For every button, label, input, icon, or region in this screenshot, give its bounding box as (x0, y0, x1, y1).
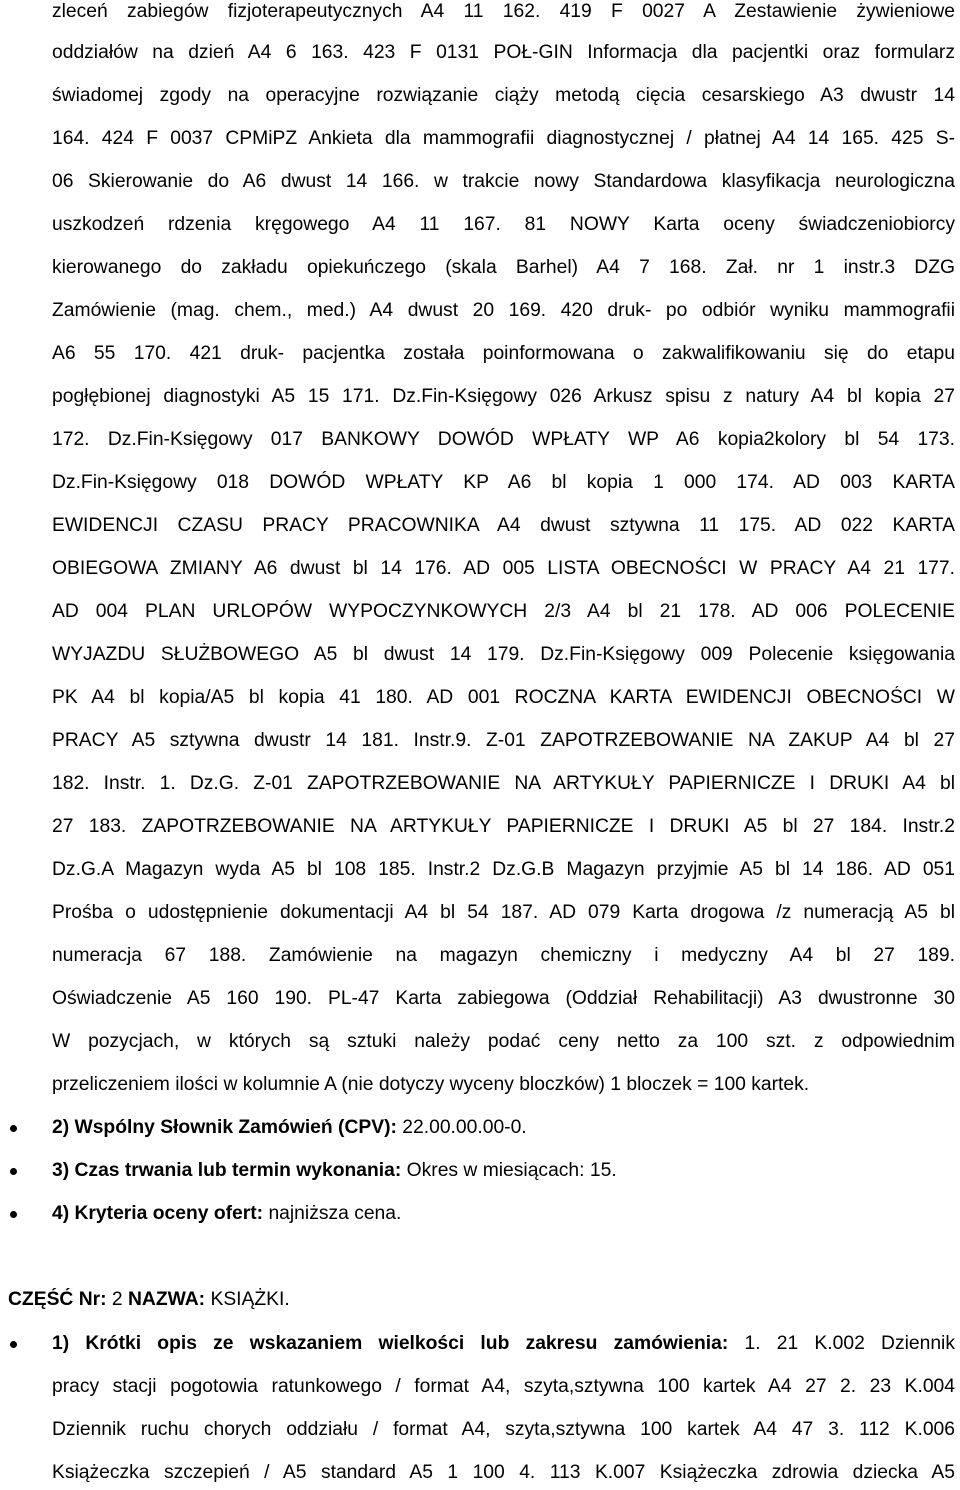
text-line: Dz.Fin-Księgowy 018 DOWÓD WPŁATY KP A6 bl kopia 1 000 174. AD 003 KARTA (52, 472, 955, 493)
part-number: 2 (106, 1289, 128, 1310)
text-line: pracy stacji pogotowia ratunkowego / format A4, szyta,sztywna 100 kartek A4 27 2. 23 K.004 (52, 1376, 955, 1397)
text-line: A6 55 170. 421 druk- pacjentka została poinformowana o zakwalifikowaniu się do etapu (52, 343, 955, 364)
bullet-value: Okres w miesiącach: 15. (401, 1160, 617, 1181)
part-label: CZĘŚĆ Nr: (8, 1289, 107, 1310)
text-line: 164. 424 F 0037 CPMiPZ Ankieta dla mammografii diagnostycznej / płatnej A4 14 165. 425 S- (52, 128, 955, 149)
text-line: świadomej zgody na operacyjne rozwiązanie ciąży metodą cięcia cesarskiego A3 dwustr 14 (52, 85, 955, 106)
text-line: OBIEGOWA ZMIANY A6 dwust bl 14 176. AD 005 LISTA OBECNOŚCI W PRACY A4 21 177. (52, 558, 955, 579)
name-value: KSIĄŻKI. (205, 1289, 290, 1310)
text-line: numeracja 67 188. Zamówienie na magazyn chemiczny i medyczny A4 bl 27 189. (52, 945, 955, 966)
text-line: 182. Instr. 1. Dz.G. Z-01 ZAPOTRZEBOWANIE NA ARTYKUŁY PAPIERNICZE I DRUKI A4 bl (52, 773, 955, 794)
bullet-icon (10, 1125, 17, 1132)
text-line: PRACY A5 sztywna dwustr 14 181. Instr.9. Z-01 ZAPOTRZEBOWANIE NA ZAKUP A4 bl 27 (52, 730, 955, 751)
part-description-first-line (52, 1332, 955, 1356)
text-line: PK A4 bl kopia/A5 bl kopia 41 180. AD 001 ROCZNA KARTA EWIDENCJI OBECNOŚCI W (52, 687, 955, 708)
text-line: Dz.G.A Magazyn wyda A5 bl 108 185. Instr.2 Dz.G.B Magazyn przyjmie A5 bl 14 186. AD 051 (52, 859, 955, 880)
text-line: W pozycjach, w których są sztuki należy podać ceny netto za 100 szt. z odpowiednim (52, 1031, 955, 1052)
bullet-icon (10, 1211, 17, 1218)
bullet-label: 3) Czas trwania lub termin wykonania: (52, 1160, 402, 1181)
name-label: NAZWA: (128, 1289, 206, 1310)
bullet-value: najniższa cena. (263, 1203, 402, 1224)
text-line: 172. Dz.Fin-Księgowy 017 BANKOWY DOWÓD WPŁATY WP A6 kopia2kolory bl 54 173. (52, 429, 955, 450)
text-line: Książeczka szczepień / A5 standard A5 1 100 4. 113 K.007 Książeczka zdrowia dziecka A5 (52, 1462, 955, 1483)
text-line: WYJAZDU SŁUŻBOWEGO A5 bl dwust 14 179. Dz.Fin-Księgowy 009 Polecenie księgowania (52, 644, 955, 665)
text-line: AD 004 PLAN URLOPÓW WYPOCZYNKOWYCH 2/3 A4 bl 21 178. AD 006 POLECENIE (52, 601, 955, 622)
text-line: kierowanego do zakładu opiekuńczego (skala Barhel) A4 7 168. Zał. nr 1 instr.3 DZG (52, 257, 955, 278)
bullet-icon (10, 1168, 17, 1175)
text-line: uszkodzeń rdzenia kręgowego A4 11 167. 81 NOWY Karta oceny świadczeniobiorcy (52, 214, 955, 235)
bullet-label: 4) Kryteria oceny ofert: (52, 1203, 264, 1224)
text-line: zleceń zabiegów fizjoterapeutycznych A4 11 162. 419 F 0027 A Zestawienie żywieniowe (52, 1, 955, 22)
bullet-item-cpv (52, 1116, 955, 1140)
bullet-item-duration (52, 1159, 955, 1183)
text-line: EWIDENCJI CZASU PRACY PRACOWNIKA A4 dwust sztywna 11 175. AD 022 KARTA (52, 515, 955, 536)
text-line: Oświadczenie A5 160 190. PL-47 Karta zabiegowa (Oddział Rehabilitacji) A3 dwustronne 30 (52, 988, 955, 1009)
bullet-item-criteria (52, 1202, 955, 1226)
text-line: Zamówienie (mag. chem., med.) A4 dwust 20 169. 420 druk- po odbiór wyniku mammografii (52, 300, 955, 321)
text-line: pogłębionej diagnostyki A5 15 171. Dz.Fin-Księgowy 026 Arkusz spisu z natury A4 bl kopia 27 (52, 386, 955, 407)
part-heading (8, 1288, 911, 1312)
bullet-value: 1. 21 K.002 Dziennik (728, 1333, 955, 1354)
bullet-label: 1) Krótki opis ze wskazaniem wielkości lub zakresu zamówienia: (52, 1333, 729, 1354)
text-line: Dziennik ruchu chorych oddziału / format A4, szyta,sztywna 100 kartek A4 47 3. 112 K.006 (52, 1419, 955, 1440)
text-line: oddziałów na dzień A4 6 163. 423 F 0131 POŁ-GIN Informacja dla pacjentki oraz formularz (52, 42, 955, 63)
text-line: 06 Skierowanie do A6 dwust 14 166. w trakcie nowy Standardowa klasyfikacja neurologiczna (52, 171, 955, 192)
bullet-icon (10, 1341, 17, 1348)
bullet-value: 22.00.00.00-0. (396, 1117, 527, 1138)
bullet-label: 2) Wspólny Słownik Zamówień (CPV): (52, 1117, 397, 1138)
text-line: przeliczeniem ilości w kolumnie A (nie dotyczy wyceny bloczków) 1 bloczek = 100 kartek. (52, 1074, 810, 1095)
text-line: 27 183. ZAPOTRZEBOWANIE NA ARTYKUŁY PAPIERNICZE I DRUKI A5 bl 27 184. Instr.2 (52, 816, 955, 837)
text-line: Prośba o udostępnienie dokumentacji A4 bl 54 187. AD 079 Karta drogowa /z numeracją A5 bl (52, 902, 955, 923)
